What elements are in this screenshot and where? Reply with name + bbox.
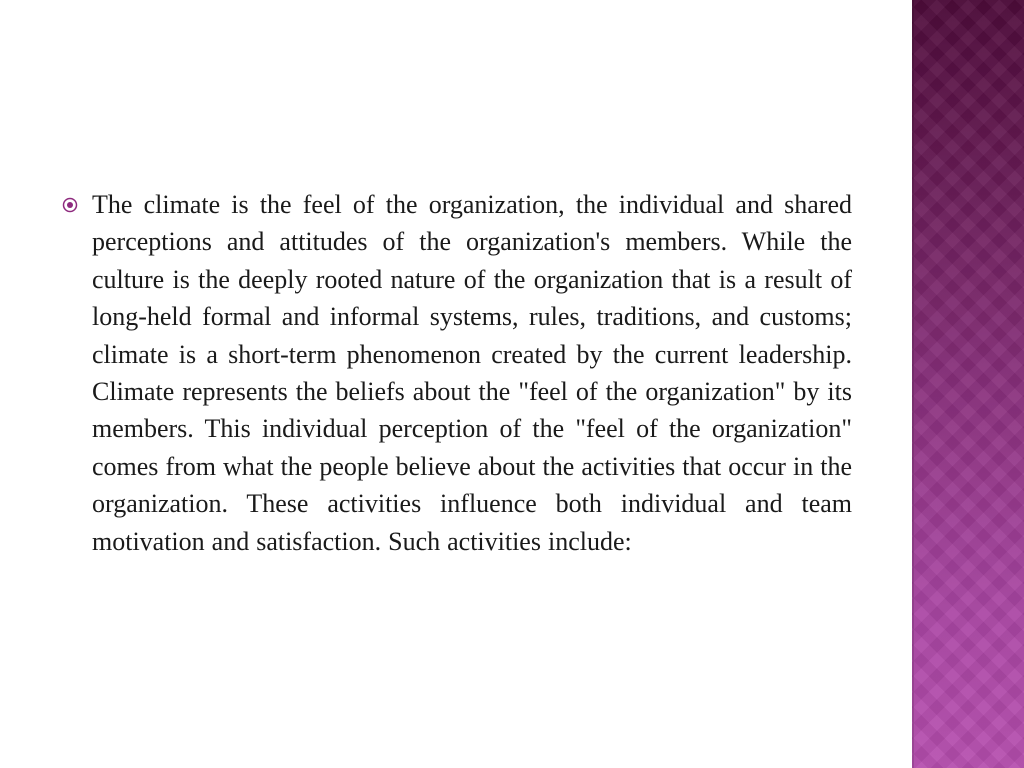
bullet-text: The climate is the feel of the organization, the individual and shared perceptions and attitudes of the organization's members. While the culture is the deeply rooted nature of the organization that is a result of long-held formal and informal systems, rules, traditions, and customs; climate is a short-term phenomenon created by the current leadership. Climate represents the beliefs about the "feel of the organization" by its members. This individual perception of the "feel of the organization" comes from what the people believe about the activities that occur in the organization. These activities influence both individual and team motivation and satisfaction. Such activities include: xyxy=(92,190,852,556)
bullet-item xyxy=(60,186,852,560)
decorative-side-band xyxy=(912,0,1024,768)
slide-body xyxy=(60,186,852,560)
side-band-edge xyxy=(912,0,914,768)
circled-dot-bullet-icon xyxy=(60,186,92,223)
